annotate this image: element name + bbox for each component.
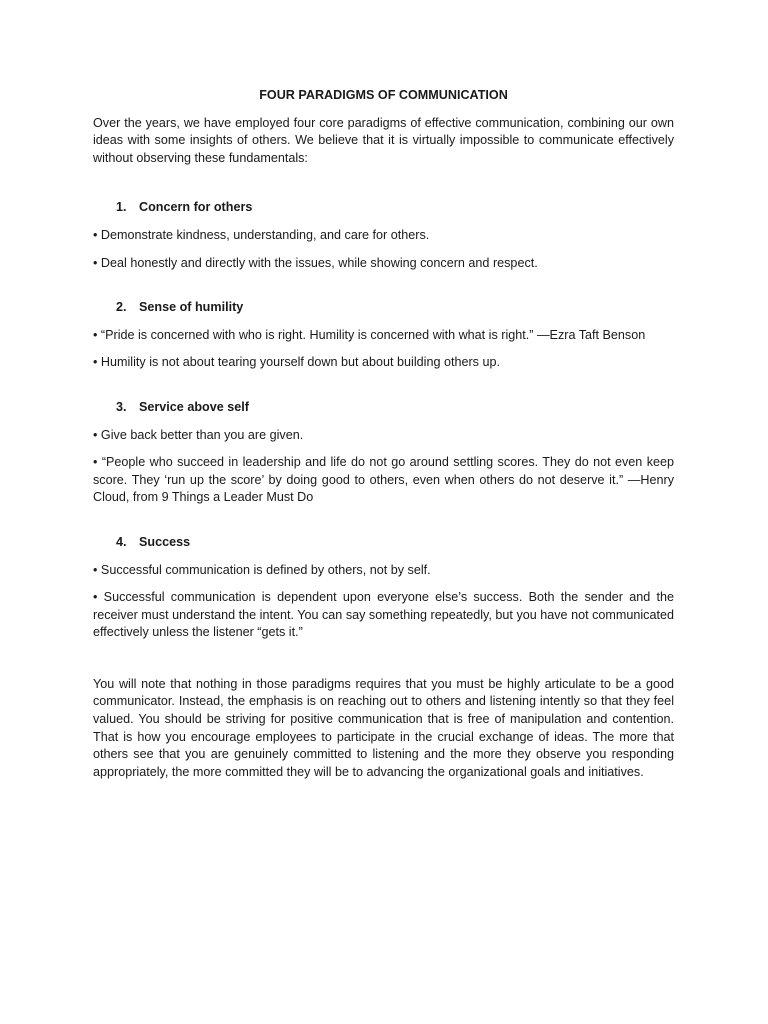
bullet-text: Demonstrate kindness, understanding, and care for others.	[100, 227, 430, 242]
bullet-text: “Pride is concerned with who is right. Humility is concerned with what is right.” —Ezra Taft Benson	[100, 327, 646, 342]
bullet-text: Give back better than you are given.	[100, 427, 304, 442]
bullet-text: Deal honestly and directly with the issues, while showing concern and respect.	[100, 255, 538, 270]
section-number: 4.	[116, 534, 127, 549]
bullet-item	[93, 327, 674, 345]
bullet-icon: •	[93, 590, 98, 605]
bullet-icon: •	[93, 227, 98, 242]
bullet-text: Successful communication is defined by others, not by self.	[100, 562, 431, 577]
bullet-item	[93, 427, 674, 445]
section-heading-text: Service above self	[139, 399, 249, 414]
bullet-icon: •	[93, 562, 98, 577]
bullet-icon: •	[93, 255, 98, 270]
bullet-item	[93, 255, 674, 273]
section-heading-text: Concern for others	[139, 200, 253, 215]
bullet-text: Humility is not about tearing yourself down but about building others up.	[100, 355, 500, 370]
section-heading-text: Sense of humility	[139, 300, 244, 315]
bullet-icon: •	[93, 355, 98, 370]
bullet-item	[93, 354, 674, 372]
bullet-item	[93, 562, 674, 580]
section-service-above-self	[93, 399, 674, 507]
section-heading-text: Success	[139, 534, 191, 549]
section-heading	[93, 199, 674, 217]
bullet-text: Successful communication is dependent upon everyone else’s success. Both the sender and the receiver must understand the intent. You can say something repeatedly, but you have not communicated effectively unless the listener “gets it.”	[93, 590, 675, 640]
section-success	[93, 534, 674, 642]
section-number: 3.	[116, 399, 127, 414]
bullet-text: “People who succeed in leadership and life do not go around settling scores. They do not even keep score. They ‘run up the score’ by doing good to others, even when others do not deserve it.” —Henry Cloud, from 9 Things a Leader Must Do	[93, 455, 674, 505]
bullet-item	[93, 454, 674, 507]
intro-paragraph: Over the years, we have employed four core paradigms of effective communication, combining our own ideas with some insights of others. We believe that it is virtually impossible to communicate effectively without observing these fundamentals:	[93, 115, 674, 165]
bullet-item	[93, 227, 674, 245]
bullet-icon: •	[93, 327, 98, 342]
section-heading	[93, 399, 674, 417]
bullet-icon: •	[93, 455, 98, 470]
section-heading	[93, 534, 674, 552]
section-sense-of-humility	[93, 299, 674, 372]
section-number: 1.	[116, 200, 127, 215]
closing-paragraph: You will note that nothing in those paradigms requires that you must be highly articulate to be a good communicator. Instead, the emphasis is on reaching out to others and listening intently so that they feel valued. You should be striving for positive communication that is free of manipulation and contention. That is how you encourage employees to participate in the crucial exchange of ideas. The more that others see that you are genuinely committed to listening and the more they observe you responding appropriately, the more committed they will be to advancing the organizational goals and initiatives.	[93, 676, 674, 779]
section-heading	[93, 299, 674, 317]
section-concern-for-others	[93, 199, 674, 272]
bullet-icon: •	[93, 427, 98, 442]
bullet-item	[93, 589, 674, 642]
document-title: FOUR PARADIGMS OF COMMUNICATION	[259, 88, 508, 102]
document-page	[93, 87, 674, 781]
section-number: 2.	[116, 300, 127, 315]
